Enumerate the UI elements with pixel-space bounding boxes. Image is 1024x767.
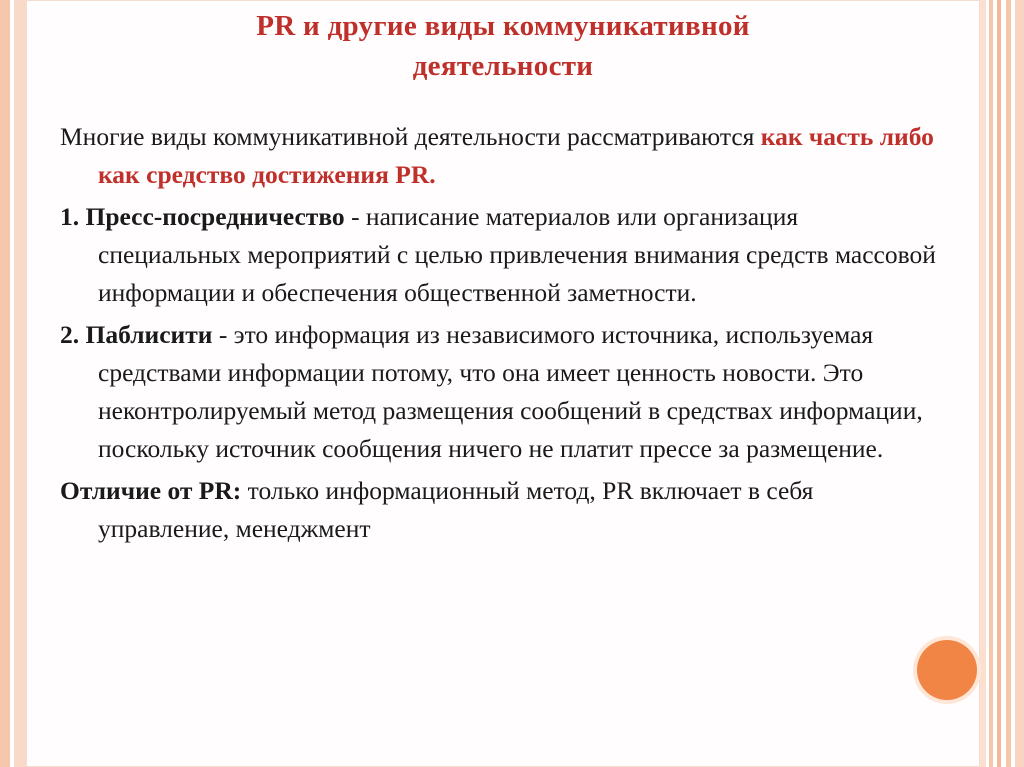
item-publicity	[60, 316, 940, 468]
item1-text: - написание материалов или организация специальных мероприятий с целью привлечения внимания средств массовой информации и обеспечения общественной заметности.	[98, 202, 936, 307]
title-line-2: деятельности	[412, 50, 594, 82]
slide	[26, 0, 980, 767]
difference-text: только информационный метод, PR включает в себя управление, менеджмент	[98, 476, 814, 543]
item2-term: 2. Паблисити	[60, 320, 213, 349]
difference-paragraph	[60, 472, 940, 548]
difference-term: Отличие от PR:	[60, 476, 242, 505]
decorative-circle	[917, 640, 977, 700]
intro-text: Многие виды коммуникативной деятельности рассматриваются	[60, 122, 761, 151]
title-line-1: PR и другие виды коммуникативной	[256, 10, 750, 42]
intro-paragraph	[60, 118, 940, 194]
right-decorative-frame	[980, 0, 1024, 767]
item-press-mediation	[60, 198, 940, 312]
intro-highlight: как часть либо как средство достижения PR.	[98, 122, 934, 189]
left-decorative-frame	[0, 0, 26, 767]
slide-content	[60, 118, 940, 552]
item2-text: - это информация из независимого источника, используемая средствами информации потому, что она имеет ценность новости. Это неконтролируемый метод размещения сообщений в средствах информации, поскольку источник сообщения ничего не платит прессе за размещение.	[98, 320, 923, 463]
slide-title	[26, 6, 980, 86]
item1-term: 1. Пресс-посредничество	[60, 202, 345, 231]
